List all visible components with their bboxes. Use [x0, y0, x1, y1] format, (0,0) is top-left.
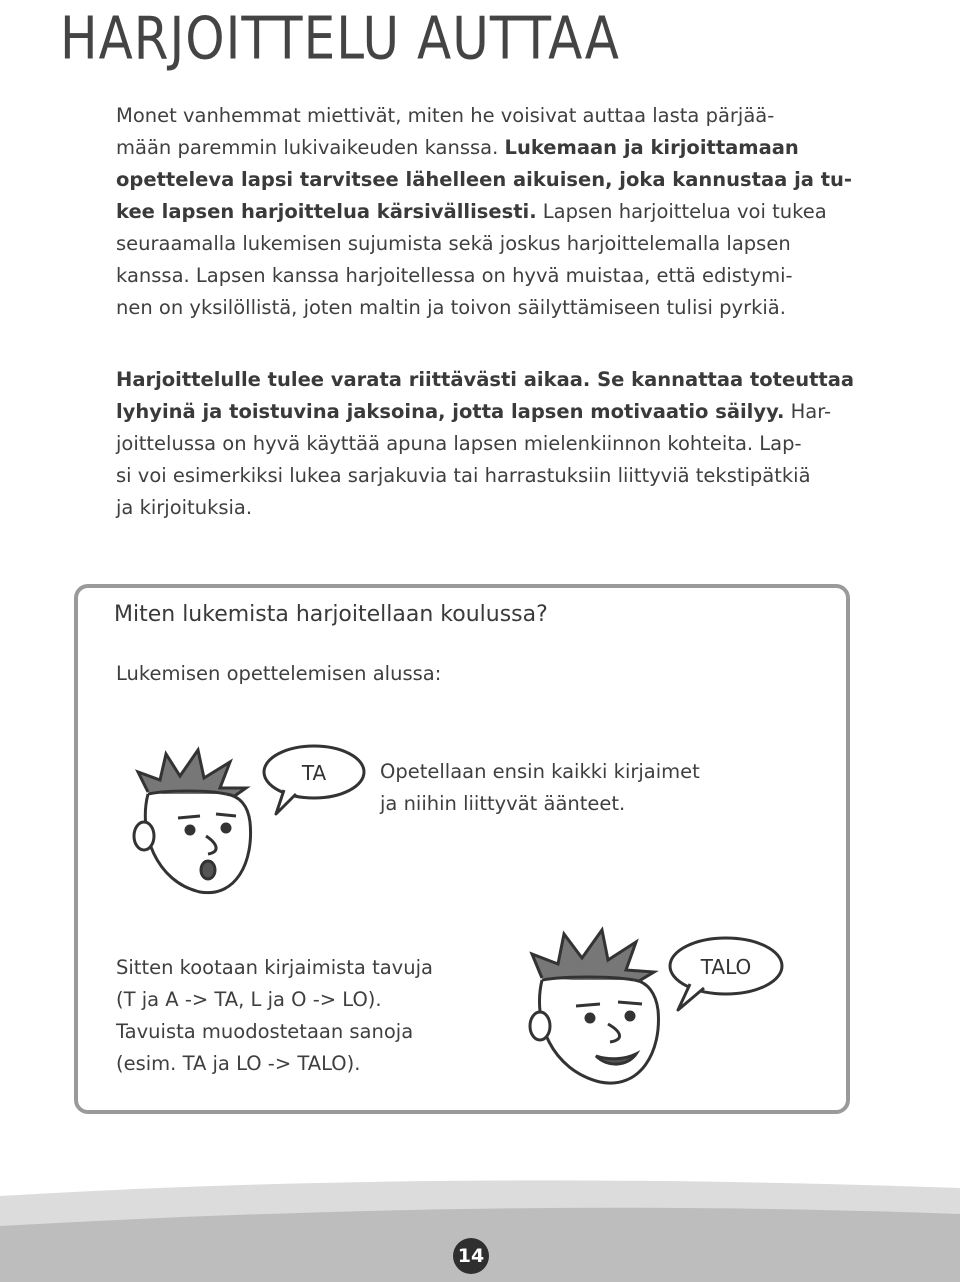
text-line: Tavuista muodostetaan sanoja — [116, 1020, 414, 1043]
speech-bubble-ta — [264, 746, 364, 814]
text-line — [116, 228, 856, 260]
bubble-talo-text: TALO — [700, 955, 752, 979]
text-segment: nen on yksilöllistä, joten maltin ja toivon säilyttämiseen tulisi pyrkiä. — [116, 296, 786, 319]
text-line — [116, 132, 856, 164]
step1-text — [380, 756, 760, 820]
text-line — [116, 260, 856, 292]
text-line — [116, 100, 856, 132]
bold-text: lyhyinä ja toistuvina jaksoina, jotta lapsen motivaatio säilyy. — [116, 400, 785, 423]
page-number: 14 — [453, 1238, 489, 1274]
text-line — [116, 396, 856, 428]
text-line: Sitten kootaan kirjaimista tavuja — [116, 956, 433, 979]
text-segment: Lapsen harjoittelua voi tukea — [536, 200, 827, 223]
bold-text: Harjoittelulle tulee varata riittävästi aikaa. Se kannattaa toteuttaa — [116, 368, 855, 391]
box-intro: Lukemisen opettelemisen alussa: — [116, 662, 442, 685]
boy-illustration-ta — [108, 732, 368, 912]
text-line — [116, 492, 856, 524]
text-line — [116, 460, 856, 492]
boy-face — [134, 750, 251, 893]
text-line — [116, 164, 856, 196]
practice-paragraph — [116, 364, 856, 524]
text-line — [116, 428, 856, 460]
boy-illustration-talo — [512, 918, 792, 1098]
text-line: ja niihin liittyvät äänteet. — [380, 792, 626, 815]
boy-face-2 — [530, 930, 658, 1083]
text-segment: joittelussa on hyvä käyttää apuna lapsen mielenkiinnon kohteita. Lap- — [116, 432, 802, 455]
box-heading: Miten lukemista harjoitellaan koulussa? — [114, 602, 548, 627]
text-line — [116, 364, 856, 396]
text-segment: mään paremmin lukivaikeuden kanssa. — [116, 136, 505, 159]
intro-paragraph — [116, 100, 856, 324]
page-title: HARJOITTELU AUTTAA — [60, 4, 620, 73]
text-segment: kanssa. Lapsen kanssa harjoitellessa on hyvä muistaa, että edistymi- — [116, 264, 793, 287]
text-segment: Har- — [784, 400, 832, 423]
bubble-ta-text: TA — [301, 761, 327, 785]
bold-text: Lukemaan ja kirjoittamaan — [504, 136, 799, 159]
bold-text: opetteleva lapsi tarvitsee lähelleen aikuisen, joka kannustaa ja tu- — [116, 168, 853, 191]
text-segment: ja kirjoituksia. — [116, 496, 253, 519]
text-line: (esim. TA ja LO -> TALO). — [116, 1052, 361, 1075]
step2-text — [116, 952, 496, 1080]
text-line: Opetellaan ensin kaikki kirjaimet — [380, 760, 700, 783]
text-segment: si voi esimerkiksi lukea sarjakuvia tai harrastuksiin liittyviä tekstipätkiä — [116, 464, 811, 487]
text-line — [116, 292, 856, 324]
speech-bubble-talo — [670, 938, 782, 1010]
text-line: (T ja A -> TA, L ja O -> LO). — [116, 988, 382, 1011]
text-line — [116, 196, 856, 228]
text-segment: Monet vanhemmat miettivät, miten he voisivat auttaa lasta pärjää- — [116, 104, 775, 127]
bold-text: kee lapsen harjoittelua kärsivällisesti. — [116, 200, 537, 223]
text-segment: seuraamalla lukemisen sujumista sekä joskus harjoittelemalla lapsen — [116, 232, 791, 255]
